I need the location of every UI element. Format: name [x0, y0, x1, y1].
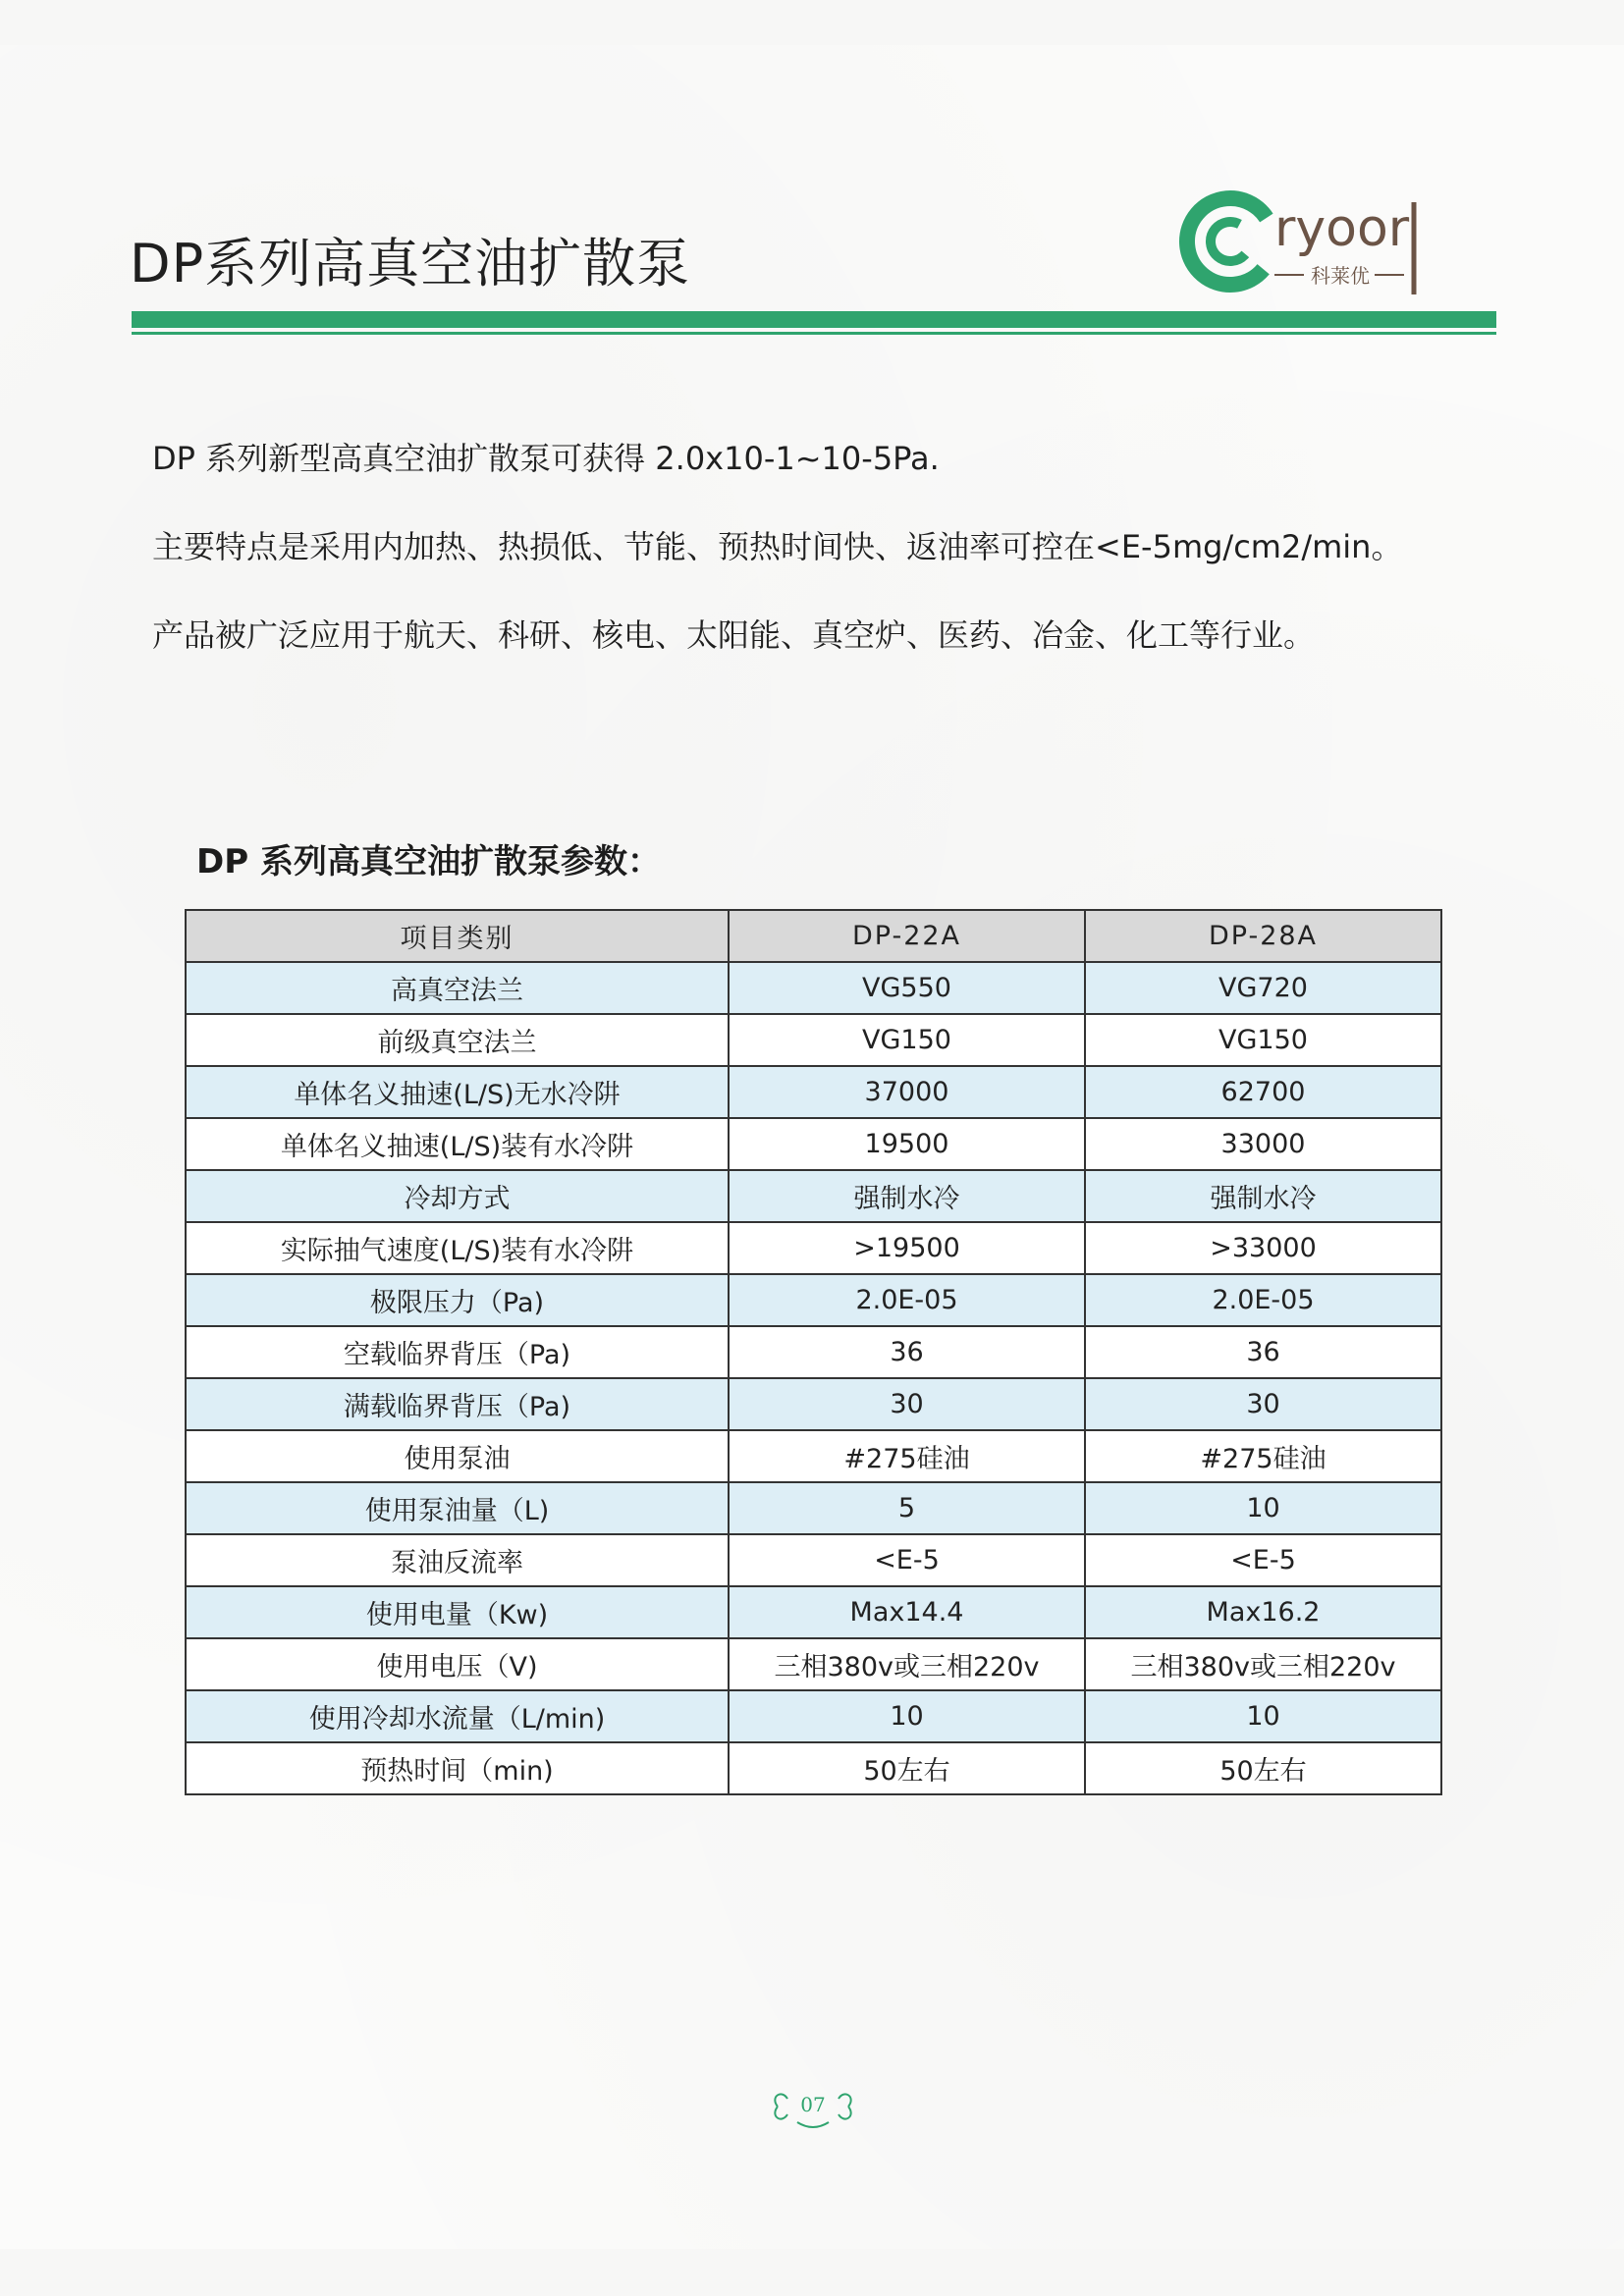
intro-text — [152, 414, 1527, 679]
row-label-cell: 单体名义抽速(L/S)装有水冷阱 — [186, 1118, 729, 1170]
page-number-ornament — [768, 2079, 858, 2134]
table-header-row — [186, 910, 1441, 962]
row-label-cell: 冷却方式 — [186, 1170, 729, 1222]
value-cell: 19500 — [729, 1118, 1085, 1170]
intro-line: 产品被广泛应用于航天、科研、核电、太阳能、真空炉、医药、冶金、化工等行业。 — [152, 616, 1316, 654]
value-cell: <E-5 — [1085, 1534, 1441, 1586]
column-header: DP-28A — [1085, 910, 1441, 962]
table-row — [186, 1378, 1441, 1430]
value-cell: 三相380v或三相220v — [1085, 1638, 1441, 1690]
value-cell: >33000 — [1085, 1222, 1441, 1274]
row-label-cell: 单体名义抽速(L/S)无水冷阱 — [186, 1066, 729, 1118]
row-label-cell: 极限压力（Pa) — [186, 1274, 729, 1326]
row-label-cell: 泵油反流率 — [186, 1534, 729, 1586]
spec-table — [185, 909, 1442, 1795]
column-header: 项目类别 — [186, 910, 729, 962]
page-title: DP系列高真空油扩散泵 — [130, 233, 691, 294]
table-row — [186, 1118, 1441, 1170]
intro-line: DP 系列新型高真空油扩散泵可获得 2.0x10-1~10-5Pa. — [152, 440, 940, 477]
value-cell: 62700 — [1085, 1066, 1441, 1118]
logo-wordmark: ryoor — [1274, 199, 1410, 258]
value-cell: 36 — [1085, 1326, 1441, 1378]
value-cell: Max14.4 — [729, 1586, 1085, 1638]
page-number: 07 — [800, 2093, 826, 2116]
value-cell: 三相380v或三相220v — [729, 1638, 1085, 1690]
table-row — [186, 1014, 1441, 1066]
value-cell: VG720 — [1085, 962, 1441, 1014]
table-row — [186, 1326, 1441, 1378]
value-cell: #275硅油 — [1085, 1430, 1441, 1482]
header-rule-thick — [132, 311, 1496, 328]
value-cell: 10 — [1085, 1690, 1441, 1742]
table-row — [186, 1274, 1441, 1326]
row-label-cell: 使用冷却水流量（L/min) — [186, 1690, 729, 1742]
table-row — [186, 962, 1441, 1014]
row-label-cell: 使用电量（Kw) — [186, 1586, 729, 1638]
value-cell: VG150 — [1085, 1014, 1441, 1066]
row-label-cell: 前级真空法兰 — [186, 1014, 729, 1066]
cryoor-logo — [1176, 185, 1461, 302]
value-cell: 强制水冷 — [729, 1170, 1085, 1222]
value-cell: 2.0E-05 — [1085, 1274, 1441, 1326]
column-header: DP-22A — [729, 910, 1085, 962]
value-cell: #275硅油 — [729, 1430, 1085, 1482]
row-label-cell: 预热时间（min) — [186, 1742, 729, 1794]
table-row — [186, 1638, 1441, 1690]
header-rule-thin — [132, 332, 1496, 335]
value-cell: 50左右 — [1085, 1742, 1441, 1794]
table-row — [186, 1482, 1441, 1534]
table-row — [186, 1066, 1441, 1118]
value-cell: 强制水冷 — [1085, 1170, 1441, 1222]
row-label-cell: 实际抽气速度(L/S)装有水冷阱 — [186, 1222, 729, 1274]
value-cell: <E-5 — [729, 1534, 1085, 1586]
value-cell: 30 — [1085, 1378, 1441, 1430]
row-label-cell: 满载临界背压（Pa) — [186, 1378, 729, 1430]
value-cell: Max16.2 — [1085, 1586, 1441, 1638]
value-cell: 33000 — [1085, 1118, 1441, 1170]
row-label-cell: 高真空法兰 — [186, 962, 729, 1014]
value-cell: VG150 — [729, 1014, 1085, 1066]
row-label-cell: 使用泵油量（L) — [186, 1482, 729, 1534]
logo-subtext: 科莱优 — [1311, 264, 1370, 288]
value-cell: 2.0E-05 — [729, 1274, 1085, 1326]
value-cell: 37000 — [729, 1066, 1085, 1118]
row-label-cell: 使用泵油 — [186, 1430, 729, 1482]
table-row — [186, 1742, 1441, 1794]
value-cell: 5 — [729, 1482, 1085, 1534]
value-cell: VG550 — [729, 962, 1085, 1014]
intro-line: 主要特点是采用内加热、热损低、节能、预热时间快、返油率可控在<E-5mg/cm2/min。 — [152, 528, 1403, 565]
value-cell: 30 — [729, 1378, 1085, 1430]
row-label-cell: 空载临界背压（Pa) — [186, 1326, 729, 1378]
table-row — [186, 1430, 1441, 1482]
value-cell: 50左右 — [729, 1742, 1085, 1794]
value-cell: >19500 — [729, 1222, 1085, 1274]
table-row — [186, 1690, 1441, 1742]
table-row — [186, 1534, 1441, 1586]
value-cell: 10 — [729, 1690, 1085, 1742]
table-row — [186, 1222, 1441, 1274]
value-cell: 36 — [729, 1326, 1085, 1378]
table-row — [186, 1170, 1441, 1222]
row-label-cell: 使用电压（V) — [186, 1638, 729, 1690]
table-row — [186, 1586, 1441, 1638]
value-cell: 10 — [1085, 1482, 1441, 1534]
spec-table-title: DP 系列高真空油扩散泵参数： — [196, 842, 661, 881]
